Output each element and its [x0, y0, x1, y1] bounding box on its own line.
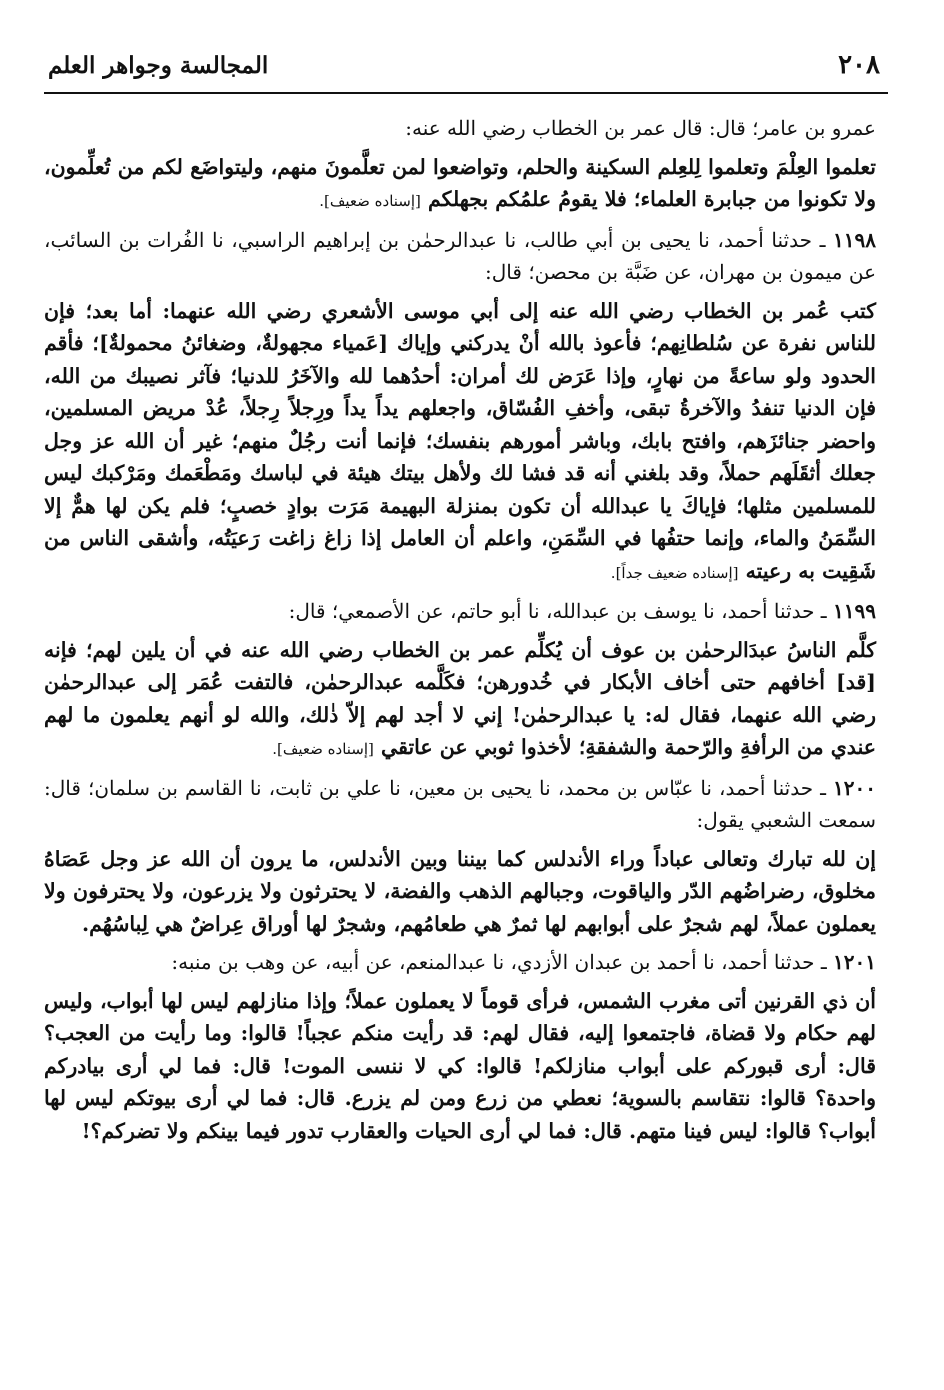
narration-text: عمرو بن عامر؛ قال: قال عمر بن الخطاب رضي الله عنه: [405, 116, 876, 140]
narration-text: كتب عُمر بن الخطاب رضي الله عنه إلى أبي موسى الأشعري رضي الله عنهما: أما بعد؛ فإن للناس نفرة عن سُلطانِهم؛ فأعوذ بالله أنْ يدركني وإياك [عَمياء مجهولةٌ، وضغائنُ محمولةٌ]؛ فأقم الحدود ولو ساعةً من نهارٍ، وإذا عَرَض لك أمران: أحدُهما لله والآخَرُ للدنيا؛ فآثر نصيبك من الله، فإن الدنيا تنفدُ والآخرةُ تبقى، وأخفِ الفُسّاق، واجعلهم يداً يداً ورِجلاً رِجلاً، عُدْ مريض المسلمين، واحضر جنائزَهم، وافتح بابك، وباشر أمورهم بنفسك؛ فإنما أنت رجُلٌ منهم؛ غير أن الله عز وجل جعلك أثقَلَهم حملاً، وقد بلغني أنه قد فشا لك ولأهل بيتك هيئة في لباسك ومَطْعَمك ومَرْكبك ليس للمسلمين مثلها؛ فإياكَ يا عبدالله أن تكون بمنزلة البهيمة مَرَت بوادٍ خصبٍ؛ فلم يكن لها همٌّ إلا السِّمَنُ والماء، وإنما حتفُها في السِّمَنِ، واعلم أن العامل إذا زاغ زاغت رَعيَتُه، وأشقى الناس من شَقِيت به رعيته [44, 298, 876, 583]
isnad-grade: [إسناده ضعيف جداً]. [610, 563, 739, 582]
narration-text: تعلموا العِلْمَ وتعلموا لِلعِلم السكينة والحلم، وتواضعوا لمن تعلَّمونَ منهم، وليتواضَع لكم من تُعلِّمون، ولا تكونوا من جبابرة العلماء؛ فلا يقومُ علمُكم بجهلكم [44, 154, 876, 211]
narration-chain [44, 224, 876, 289]
page-number: ٢٠٨ [838, 50, 880, 80]
narration-chain [44, 772, 876, 837]
isnad-grade: [إسناده ضعيف]. [319, 192, 421, 210]
narration-text: ـ حدثنا أحمد، نا يوسف بن عبدالله، نا أبو حاتم، عن الأصمعي؛ قال: [288, 599, 834, 623]
narration-body [44, 985, 876, 1148]
narration-body [44, 151, 876, 218]
narration-chain [44, 112, 876, 145]
hadith-number: ١١٩٨ [833, 227, 876, 252]
narration-chain [44, 595, 876, 628]
narration-chain [44, 946, 876, 979]
narration-body [44, 843, 876, 941]
narration-body [44, 634, 876, 766]
narration-text: أن ذي القرنين أتى مغرب الشمس، فرأى قوماً لا يعملون عملاً؛ وإذا منازلهم ليس لها أبواب، وليس لهم حكام ولا قضاة، فاجتمعوا إليه، فقال لهم: قد رأيت منكم عجباً! قالوا: وما رأيت من العجب؟ قال: أرى قبوركم على أبواب منازلكم! قالوا: كي لا ننسى الموت! قال: فما لي أرى بيادركم واحدة؟ قالوا: نتقاسم بالسوية؛ نعطي من زرع ومن لم يزرع. قال: فما لي أرى بيوتكم ليس لها أبواب؟ قالوا: ليس فينا متهم. قال: فما لي أرى الحيات والعقارب تدور فيما بينكم ولا تضركم؟! [44, 988, 876, 1143]
page-header [44, 46, 888, 94]
narration-body [44, 295, 876, 590]
isnad-grade: [إسناده ضعيف]. [272, 740, 374, 758]
narration-text: ـ حدثنا أحمد، نا أحمد بن عبدان الأزدي، نا عبدالمنعم، عن أبيه، عن وهب بن منبه: [171, 950, 834, 974]
hadith-number: ١٢٠٠ [833, 775, 876, 800]
narration-text: ـ حدثنا أحمد، نا يحيى بن أبي طالب، نا عبدالرحمٰن بن إبراهيم الراسبي، نا الفُرات بن السائب، عن ميمون بن مهران، عن ضَبَّة بن محصن؛ قال: [44, 227, 876, 284]
narration-text: إن لله تبارك وتعالى عباداً وراء الأندلس كما بيننا وبين الأندلس، ما يرون أن الله عز وجل عَصَاهُ مخلوق، رضراضُهم الدّر والياقوت، وجبالهم الذهب والفضة، لا يحترثون ولا يزرعون، ولا يحترفون ولا يعملون عملاً، لهم شجرٌ على أبوابهم لها ثمرٌ هي طعامُهم، وشجرٌ لها أوراق عِراضٌ هي لِباسُهُم. [44, 846, 876, 936]
narration-text: كلَّم الناسُ عبدَالرحمٰن بن عوف أن يُكلِّم عمر بن الخطاب رضي الله عنه في أن يلين لهم؛ فإنه [قد] أخافهم حتى أخاف الأبكار في خُدورهن؛ فكَلَّمه عبدالرحمٰن، فالتفت عُمَر إلى عبدالرحمٰن رضي الله عنهما، فقال له: يا عبدالرحمٰن! إني لا أجد لهم إلاّ ذٰلك، والله لو أنهم يعلمون ما لهم عندي من الرأفةِ والرّحمة والشفقةِ؛ لأخذوا ثوبي عن عاتقي [44, 637, 876, 759]
page-body [44, 112, 876, 1153]
hadith-number: ١٢٠١ [833, 950, 876, 974]
narration-text: ـ حدثنا أحمد، نا عبّاس بن محمد، نا يحيى بن معين، نا علي بن ثابت، نا القاسم بن سلمان؛ قال: سمعت الشعبي يقول: [44, 775, 876, 832]
hadith-number: ١١٩٩ [833, 599, 876, 623]
book-title: المجالسة وجواهر العلم [48, 52, 269, 79]
